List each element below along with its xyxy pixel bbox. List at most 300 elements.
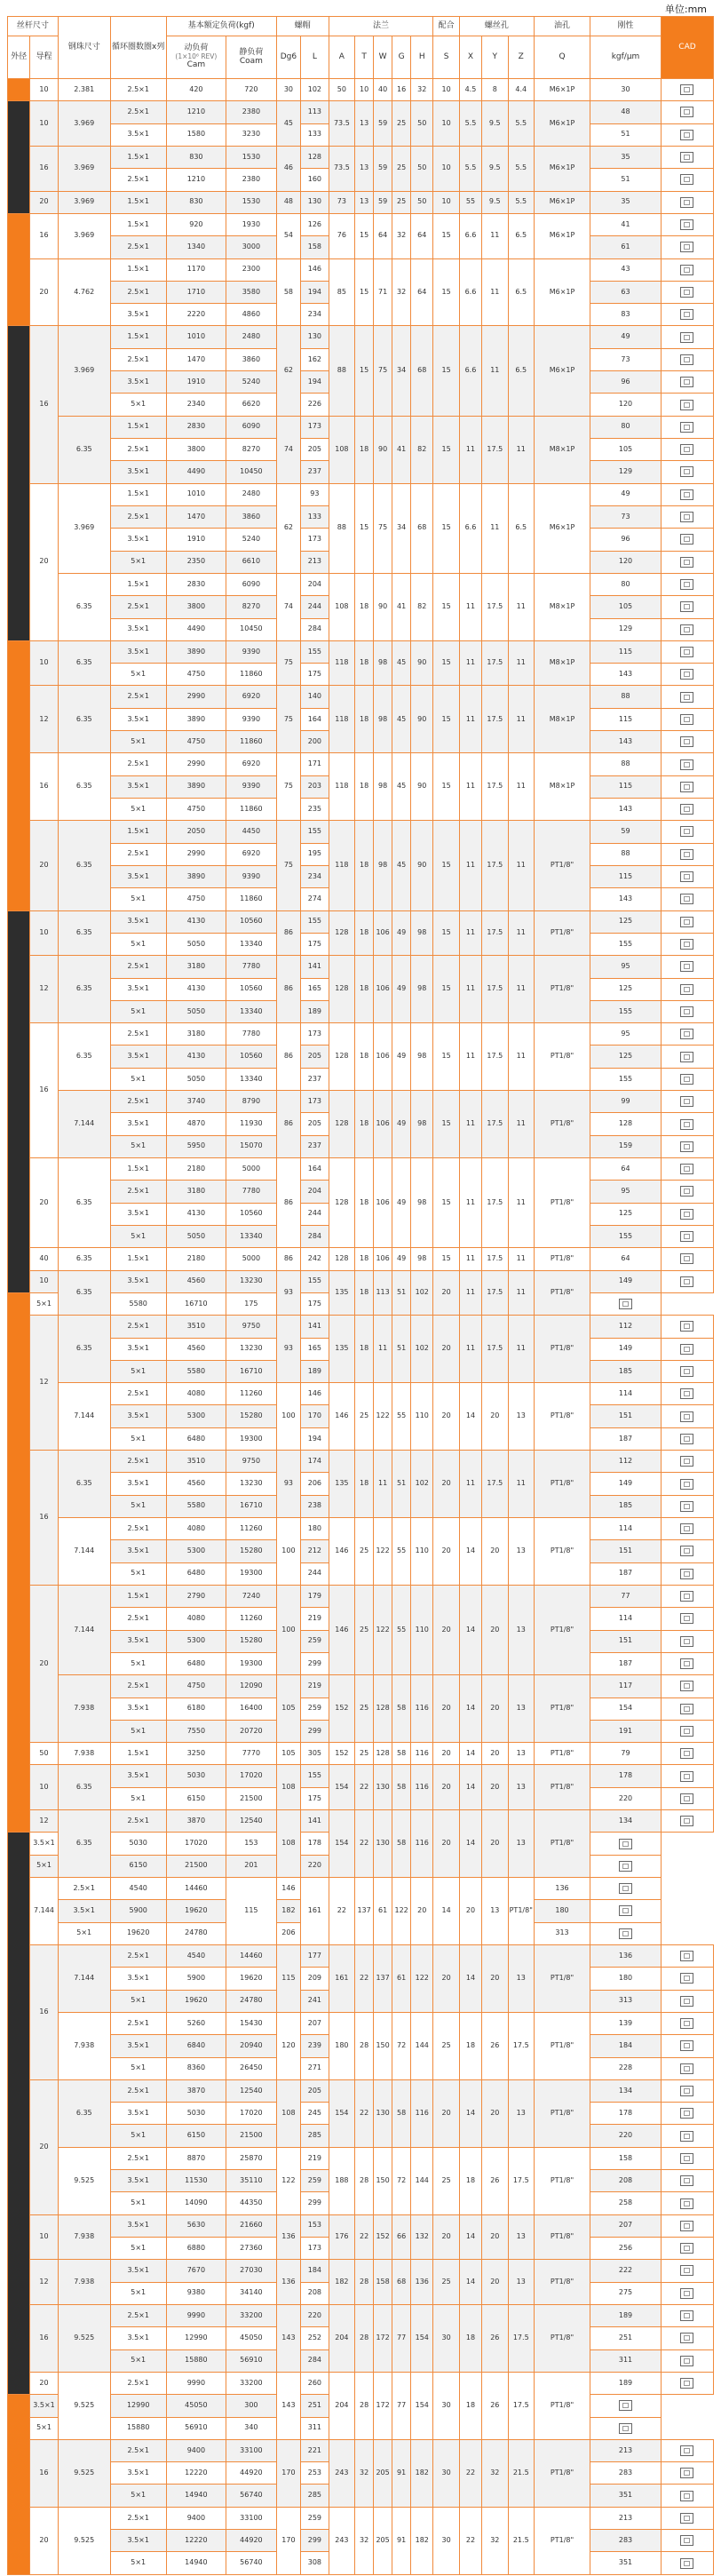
cad-cell — [661, 2304, 713, 2326]
col-h-cell: 116 — [411, 1675, 433, 1743]
col-q-cell: M8×1P — [534, 640, 590, 686]
cad-download-icon[interactable] — [680, 2131, 693, 2142]
col-q-cell: PT1/8" — [534, 2079, 590, 2147]
cad-download-icon[interactable] — [680, 759, 693, 770]
cad-download-icon[interactable] — [680, 692, 693, 703]
lead-cell: 40 — [30, 1248, 59, 1270]
col-y-cell: 8 — [482, 79, 508, 101]
col-q-cell: PT1/8" — [534, 2214, 590, 2260]
col-w-cell: 130 — [374, 1765, 392, 1810]
length-cell: 155 — [301, 640, 329, 663]
cad-download-icon[interactable] — [680, 1681, 693, 1691]
cad-download-icon[interactable] — [680, 444, 693, 455]
cad-cell — [661, 888, 713, 910]
length-cell: 221 — [301, 2439, 329, 2461]
col-s-cell: 15 — [433, 640, 459, 686]
lead-cell: 16 — [30, 1023, 59, 1158]
cad-download-icon[interactable] — [680, 2491, 693, 2501]
cad-download-icon[interactable] — [619, 2400, 632, 2411]
cad-download-icon[interactable] — [680, 2378, 693, 2389]
rigidity-cell: 88 — [590, 843, 662, 865]
col-z-cell: 13 — [508, 2214, 534, 2260]
cad-download-icon[interactable] — [619, 1861, 632, 1872]
col-q-cell: M6×1P — [534, 483, 590, 573]
cad-download-icon[interactable] — [619, 1299, 632, 1309]
cad-download-icon[interactable] — [680, 534, 693, 545]
length-cell: 128 — [301, 146, 329, 168]
rigidity-cell: 49 — [590, 326, 662, 348]
cad-download-icon[interactable] — [680, 2221, 693, 2231]
length-cell: 173 — [301, 1091, 329, 1113]
cad-download-icon[interactable] — [680, 1253, 693, 1264]
cad-download-icon[interactable] — [680, 2175, 693, 2186]
cad-download-icon[interactable] — [680, 332, 693, 343]
col-w-cell: 11 — [374, 1451, 392, 1518]
rigidity-cell: 283 — [590, 2462, 662, 2485]
cad-download-icon[interactable] — [680, 2040, 693, 2051]
cad-download-icon[interactable] — [680, 647, 693, 657]
cad-download-icon[interactable] — [680, 2243, 693, 2254]
cad-download-icon[interactable] — [619, 1905, 632, 1916]
cad-download-icon[interactable] — [619, 1883, 632, 1894]
cad-download-icon[interactable] — [680, 1276, 693, 1287]
length-cell: 213 — [301, 551, 329, 573]
dynamic-load-cell: 3890 — [166, 640, 226, 663]
cad-download-icon[interactable] — [680, 2108, 693, 2119]
static-load-cell: 7780 — [226, 956, 277, 978]
cad-download-icon[interactable] — [680, 174, 693, 185]
cad-download-icon[interactable] — [680, 1456, 693, 1467]
cad-download-icon[interactable] — [680, 1366, 693, 1377]
static-load-cell: 27360 — [226, 2238, 277, 2260]
cad-cell — [590, 1855, 662, 1877]
col-g-cell: 32 — [392, 213, 411, 258]
col-w-cell: 106 — [374, 1158, 392, 1248]
cad-download-icon[interactable] — [680, 1096, 693, 1107]
dg-cell: 108 — [276, 1810, 300, 1878]
ball-size-cell: 6.35 — [58, 1451, 110, 1518]
cad-cell — [590, 1922, 662, 1944]
cad-cell — [661, 1046, 713, 1068]
cad-download-icon[interactable] — [680, 489, 693, 500]
cad-cell — [661, 2327, 713, 2349]
circuits-cell: 3.5×1 — [110, 2530, 166, 2552]
cad-cell — [661, 1360, 713, 1382]
outer-diameter-band — [8, 79, 30, 101]
cad-download-icon[interactable] — [680, 669, 693, 680]
col-w-cell: 11 — [374, 1316, 392, 1383]
header-fit: 配合 — [433, 17, 459, 36]
col-q-cell: PT1/8" — [534, 1944, 590, 2012]
cad-download-icon[interactable] — [619, 2423, 632, 2434]
length-cell: 235 — [301, 799, 329, 821]
rigidity-cell: 79 — [590, 1743, 662, 1765]
col-s-cell: 15 — [433, 1158, 459, 1248]
length-cell: 237 — [301, 461, 329, 483]
cad-download-icon[interactable] — [680, 804, 693, 815]
col-s-cell: 25 — [433, 2147, 459, 2214]
col-s-cell: 15 — [433, 910, 459, 956]
cad-download-icon[interactable] — [680, 1748, 693, 1759]
dynamic-load-cell: 5900 — [110, 1900, 166, 1922]
col-x-cell: 14 — [459, 2079, 481, 2147]
dynamic-load-cell: 2830 — [166, 416, 226, 438]
circuits-cell: 2.5×1 — [110, 2439, 166, 2461]
cad-cell — [590, 1878, 662, 1900]
col-t-cell: 22 — [355, 2214, 374, 2260]
cad-download-icon[interactable] — [680, 1344, 693, 1355]
col-a-cell: 154 — [329, 2079, 354, 2147]
cad-download-icon[interactable] — [680, 197, 693, 208]
cad-download-icon[interactable] — [680, 354, 693, 365]
cad-download-icon[interactable] — [680, 466, 693, 477]
dg-cell: 136 — [276, 2260, 300, 2305]
col-q-cell: PT1/8" — [534, 1248, 590, 1270]
circuits-cell: 5×1 — [110, 1360, 166, 1382]
col-t-cell: 25 — [355, 1518, 374, 1586]
table-row — [8, 2507, 714, 2529]
cad-download-icon[interactable] — [680, 2513, 693, 2524]
col-a-cell: 88 — [329, 326, 354, 416]
cad-cell — [661, 1135, 713, 1157]
col-z-cell: 13 — [508, 2079, 534, 2147]
rigidity-cell: 128 — [590, 1113, 662, 1135]
lead-cell: 10 — [30, 1270, 59, 1292]
cad-download-icon[interactable] — [680, 1119, 693, 1130]
cad-download-icon[interactable] — [680, 961, 693, 972]
lead-cell: 20 — [30, 1585, 59, 1742]
cad-download-icon[interactable] — [680, 2265, 693, 2276]
dynamic-load-cell: 5260 — [166, 2012, 226, 2034]
col-a-cell: 146 — [329, 1383, 354, 1451]
cad-download-icon[interactable] — [680, 2310, 693, 2321]
col-y-cell: 20 — [482, 2079, 508, 2147]
dg-cell: 86 — [276, 956, 300, 1023]
dynamic-load-cell: 3740 — [166, 1091, 226, 1113]
col-q-cell: PT1/8" — [534, 1451, 590, 1518]
cad-download-icon[interactable] — [680, 1523, 693, 1534]
table-row — [8, 101, 714, 123]
circuits-cell: 2.5×1 — [110, 956, 166, 978]
static-load-cell: 14460 — [166, 1878, 226, 1900]
cad-download-icon[interactable] — [680, 736, 693, 747]
col-a-cell: 128 — [329, 1158, 354, 1248]
cad-download-icon[interactable] — [680, 2153, 693, 2164]
header-col-t: T — [355, 36, 374, 79]
circuits-cell: 5×1 — [110, 1068, 166, 1090]
ball-size-cell: 6.35 — [58, 910, 110, 956]
table-row — [8, 213, 714, 235]
cad-download-icon[interactable] — [680, 265, 693, 275]
col-a-cell: 146 — [329, 1585, 354, 1674]
cad-download-icon[interactable] — [680, 2198, 693, 2209]
dynamic-load-cell: 5030 — [166, 2103, 226, 2125]
rigidity-cell: 129 — [590, 618, 662, 640]
cad-download-icon[interactable] — [680, 152, 693, 163]
cad-download-icon[interactable] — [680, 601, 693, 612]
col-g-cell: 91 — [392, 2507, 411, 2574]
col-y-cell: 20 — [482, 1675, 508, 1743]
col-z-cell: 11 — [508, 910, 534, 956]
col-h-cell: 116 — [411, 1810, 433, 1878]
col-t-cell: 15 — [355, 483, 374, 573]
cad-download-icon[interactable] — [680, 1591, 693, 1602]
col-y-cell: 11 — [482, 483, 508, 573]
col-s-cell: 20 — [433, 2214, 459, 2260]
circuits-cell: 2.5×1 — [110, 2304, 166, 2326]
cad-download-icon[interactable] — [680, 242, 693, 252]
table-row — [8, 2147, 714, 2169]
cad-download-icon[interactable] — [680, 1546, 693, 1556]
cad-download-icon[interactable] — [680, 939, 693, 950]
cad-download-icon[interactable] — [680, 1613, 693, 1624]
circuits-cell: 5×1 — [110, 1990, 166, 2012]
cad-download-icon[interactable] — [680, 1006, 693, 1017]
cad-download-icon[interactable] — [680, 2535, 693, 2546]
static-load-cell: 21660 — [226, 2214, 277, 2237]
cad-download-icon[interactable] — [680, 1996, 693, 2007]
length-cell: 205 — [301, 1113, 329, 1135]
col-x-cell: 14 — [459, 1383, 481, 1451]
static-load-cell: 15430 — [226, 2012, 277, 2034]
cad-download-icon[interactable] — [680, 2468, 693, 2478]
dynamic-load-cell: 420 — [166, 79, 226, 101]
cad-download-icon[interactable] — [680, 422, 693, 433]
cad-download-icon[interactable] — [680, 1209, 693, 1220]
header-col-dg: Dg6 — [276, 36, 300, 79]
cad-cell — [661, 2170, 713, 2192]
col-a-cell: 128 — [329, 1248, 354, 1270]
col-y-cell: 26 — [482, 2304, 508, 2372]
ball-size-cell: 7.144 — [30, 1878, 59, 1945]
rigidity-cell: 114 — [590, 1383, 662, 1405]
dg-cell: 100 — [276, 1585, 300, 1674]
length-cell: 140 — [301, 686, 329, 708]
cad-download-icon[interactable] — [680, 2018, 693, 2029]
header-lead: 导程 — [30, 36, 59, 79]
cad-download-icon[interactable] — [680, 512, 693, 522]
length-cell: 164 — [301, 1158, 329, 1181]
cad-download-icon[interactable] — [680, 579, 693, 590]
cad-download-icon[interactable] — [680, 1973, 693, 1984]
circuits-cell: 2.5×1 — [110, 348, 166, 370]
cad-download-icon[interactable] — [680, 1231, 693, 1242]
static-load-cell: 12540 — [226, 2079, 277, 2102]
cad-download-icon[interactable] — [680, 1479, 693, 1490]
col-a-cell: 154 — [329, 1810, 354, 1878]
col-g-cell: 25 — [392, 146, 411, 191]
cad-download-icon[interactable] — [680, 1771, 693, 1782]
static-load-cell: 15280 — [226, 1630, 277, 1652]
col-t-cell: 25 — [355, 1675, 374, 1743]
static-load-cell: 7780 — [226, 1181, 277, 1203]
dynamic-load-cell: 14940 — [166, 2485, 226, 2507]
cad-download-icon[interactable] — [680, 1816, 693, 1826]
cad-download-icon[interactable] — [680, 1074, 693, 1085]
col-t-cell: 28 — [355, 2012, 374, 2079]
circuits-cell: 3.5×1 — [110, 529, 166, 551]
circuits-cell: 2.5×1 — [110, 505, 166, 528]
length-cell: 260 — [301, 2372, 329, 2394]
cad-download-icon[interactable] — [680, 782, 693, 792]
rigidity-cell: 351 — [590, 2485, 662, 2507]
cad-download-icon[interactable] — [619, 1839, 632, 1849]
col-s-cell: 10 — [433, 79, 459, 101]
cad-download-icon[interactable] — [680, 2063, 693, 2074]
cad-download-icon[interactable] — [680, 917, 693, 927]
rigidity-cell: 222 — [590, 2260, 662, 2282]
length-cell: 285 — [301, 2125, 329, 2147]
col-a-cell: 108 — [329, 573, 354, 640]
cad-download-icon[interactable] — [680, 2558, 693, 2569]
rigidity-cell: 158 — [590, 2147, 662, 2169]
length-cell: 259 — [301, 2170, 329, 2192]
static-load-cell: 6090 — [226, 416, 277, 438]
circuits-cell: 2.5×1 — [110, 79, 166, 101]
dynamic-load-cell: 8360 — [166, 2057, 226, 2079]
dynamic-load-cell: 5580 — [166, 1360, 226, 1382]
rigidity-cell: 313 — [534, 1922, 590, 1944]
rigidity-cell: 51 — [590, 123, 662, 146]
cad-cell — [661, 123, 713, 146]
cad-download-icon[interactable] — [680, 107, 693, 117]
cad-download-icon[interactable] — [680, 1951, 693, 1961]
cad-download-icon[interactable] — [680, 1321, 693, 1332]
lead-cell: 10 — [30, 910, 59, 956]
col-z-cell: 13 — [482, 1878, 508, 1945]
rigidity-cell: 114 — [590, 1608, 662, 1630]
col-y-cell: 32 — [482, 2439, 508, 2507]
length-cell: 158 — [301, 236, 329, 258]
circuits-cell: 5×1 — [110, 933, 166, 955]
ball-size-cell: 6.35 — [58, 1316, 110, 1383]
cad-download-icon[interactable] — [680, 2333, 693, 2343]
length-cell: 274 — [301, 888, 329, 910]
cad-cell — [661, 394, 713, 416]
cad-download-icon[interactable] — [680, 2445, 693, 2456]
cad-download-icon[interactable] — [680, 377, 693, 387]
dynamic-load-cell: 19620 — [166, 1990, 226, 2012]
col-t-cell: 18 — [355, 1158, 374, 1248]
rigidity-cell: 178 — [590, 1765, 662, 1787]
cad-download-icon[interactable] — [680, 714, 693, 725]
circuits-cell: 3.5×1 — [110, 461, 166, 483]
cad-download-icon[interactable] — [680, 219, 693, 230]
rigidity-cell: 191 — [590, 1720, 662, 1742]
cad-download-icon[interactable] — [680, 1411, 693, 1422]
col-w-cell: 98 — [374, 640, 392, 686]
static-load-cell: 11260 — [226, 1518, 277, 1540]
cad-download-icon[interactable] — [619, 1928, 632, 1939]
col-g-cell: 55 — [392, 1383, 411, 1451]
cad-download-icon[interactable] — [680, 1164, 693, 1174]
cad-download-icon[interactable] — [680, 871, 693, 882]
col-w-cell: 106 — [374, 1023, 392, 1091]
dynamic-load-cell: 3180 — [166, 1181, 226, 1203]
cad-download-icon[interactable] — [680, 624, 693, 635]
cad-download-icon[interactable] — [680, 1636, 693, 1647]
cad-download-icon[interactable] — [680, 2356, 693, 2366]
cad-download-icon[interactable] — [680, 849, 693, 860]
cad-download-icon[interactable] — [680, 984, 693, 995]
col-h-cell: 90 — [411, 753, 433, 821]
rigidity-cell: 251 — [590, 2327, 662, 2349]
dynamic-load-cell: 6840 — [166, 2035, 226, 2057]
cad-download-icon[interactable] — [680, 1569, 693, 1579]
cad-download-icon[interactable] — [680, 84, 693, 95]
cad-download-icon[interactable] — [680, 309, 693, 320]
cad-download-icon[interactable] — [680, 1388, 693, 1399]
cad-download-icon[interactable] — [680, 1052, 693, 1062]
col-w-cell: 150 — [374, 2012, 392, 2079]
cad-download-icon[interactable] — [680, 1704, 693, 1714]
cad-download-icon[interactable] — [680, 1726, 693, 1737]
col-w-cell: 59 — [374, 146, 392, 191]
col-w-cell: 71 — [374, 258, 392, 326]
cad-download-icon[interactable] — [680, 1141, 693, 1152]
col-q-cell: PT1/8" — [534, 1158, 590, 1248]
static-load-cell: 20720 — [226, 1720, 277, 1742]
col-s-cell: 20 — [433, 1675, 459, 1743]
static-load-cell: 10560 — [226, 1203, 277, 1225]
cad-download-icon[interactable] — [680, 287, 693, 298]
dynamic-load-cell: 9990 — [166, 2372, 226, 2394]
static-load-cell: 9390 — [226, 640, 277, 663]
dg-cell: 105 — [276, 1675, 300, 1743]
col-x-cell: 6.6 — [459, 213, 481, 258]
table-row — [8, 1248, 714, 1270]
length-cell: 173 — [301, 529, 329, 551]
circuits-cell: 2.5×1 — [110, 1091, 166, 1113]
cad-download-icon[interactable] — [680, 1793, 693, 1804]
cad-download-icon[interactable] — [680, 2288, 693, 2299]
header-ball-size: 钢珠尺寸 — [58, 17, 110, 79]
cad-download-icon[interactable] — [680, 1434, 693, 1444]
cad-download-icon[interactable] — [680, 400, 693, 410]
cad-cell — [661, 1383, 713, 1405]
cad-download-icon[interactable] — [680, 557, 693, 568]
col-q-cell: PT1/8" — [534, 821, 590, 910]
cad-download-icon[interactable] — [680, 1501, 693, 1512]
rigidity-cell: 351 — [590, 2552, 662, 2574]
circuits-cell: 2.5×1 — [110, 753, 166, 775]
ball-size-cell: 7.144 — [58, 1091, 110, 1158]
table-row — [8, 821, 714, 843]
cad-download-icon[interactable] — [680, 894, 693, 904]
col-x-cell: 22 — [459, 2439, 481, 2507]
col-g-cell: 72 — [392, 2012, 411, 2079]
cad-cell — [590, 2417, 662, 2439]
dynamic-load-cell: 2990 — [166, 843, 226, 865]
cad-download-icon[interactable] — [680, 1658, 693, 1669]
cad-download-icon[interactable] — [680, 826, 693, 837]
static-load-cell: 3860 — [226, 505, 277, 528]
cad-download-icon[interactable] — [680, 1029, 693, 1039]
ball-size-cell: 3.969 — [58, 146, 110, 191]
static-load-cell: 4860 — [226, 304, 277, 326]
col-g-cell: 51 — [392, 1316, 411, 1383]
col-y-cell: 17.5 — [482, 1158, 508, 1248]
cad-download-icon[interactable] — [680, 1186, 693, 1197]
col-h-cell: 144 — [411, 2147, 433, 2214]
circuits-cell: 3.5×1 — [58, 1900, 110, 1922]
col-y-cell: 17.5 — [482, 1248, 508, 1270]
cad-download-icon[interactable] — [680, 130, 693, 140]
col-y-cell: 20 — [482, 1743, 508, 1765]
circuits-cell: 1.5×1 — [110, 1158, 166, 1181]
length-cell: 219 — [301, 2147, 329, 2169]
cad-download-icon[interactable] — [680, 2086, 693, 2096]
